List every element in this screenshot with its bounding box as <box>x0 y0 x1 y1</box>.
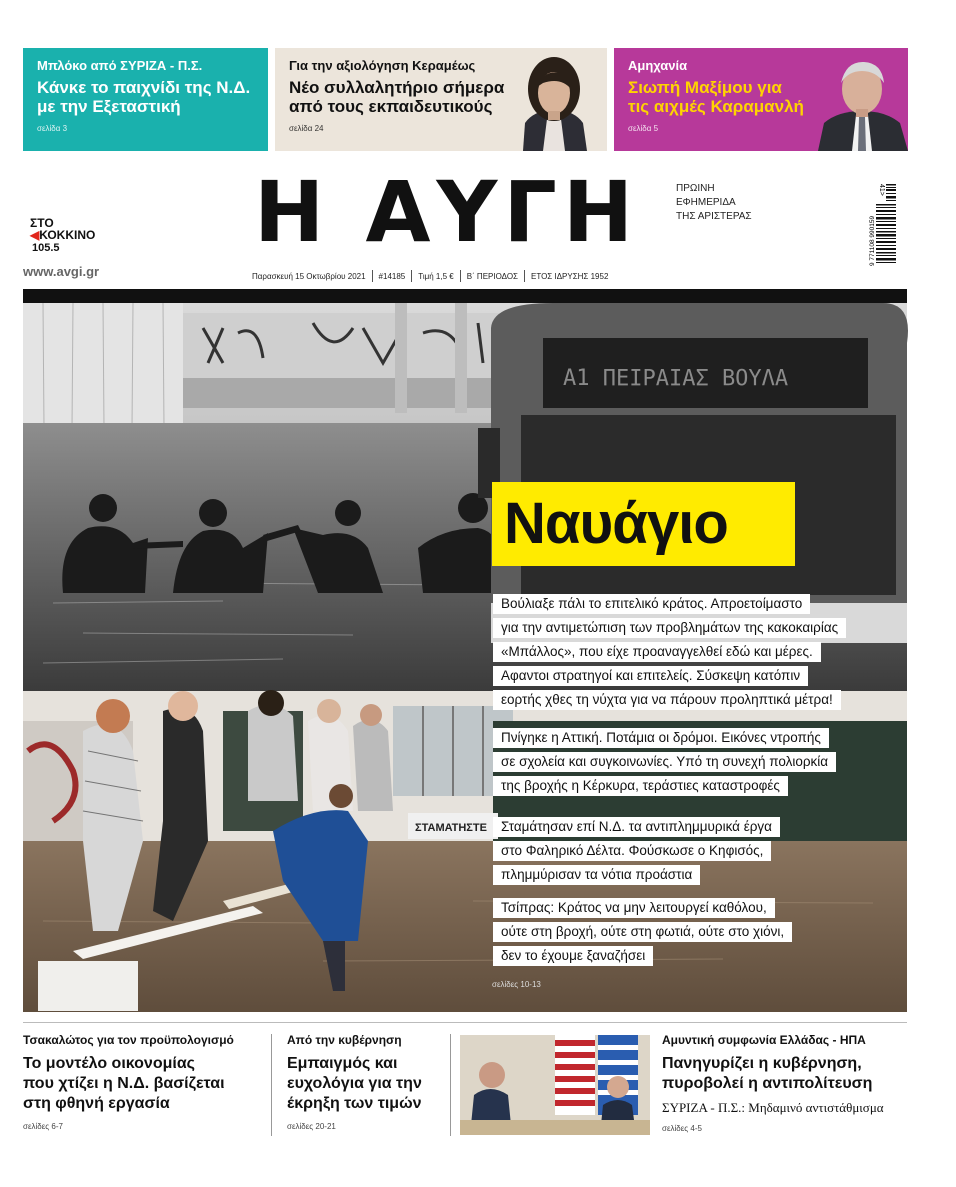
radio-name: ΚΟΚΚΙΝΟ <box>39 228 96 242</box>
teaser-headline-line: τις αιχμές Καραμανλή <box>628 97 804 116</box>
wall-text: ΣΤΑΜΑΤΗΣΤΕ <box>415 822 487 834</box>
story-defense-agreement[interactable] <box>662 1033 902 1133</box>
story-kicker: Αμυντική συμφωνία Ελλάδας - ΗΠΑ <box>662 1033 866 1047</box>
story-headline-line: ευχολόγια για την <box>287 1075 422 1092</box>
defense-agreement-photo <box>460 1035 650 1135</box>
issue-price: Τιμή 1,5 € <box>418 271 454 281</box>
lead-line: σε σχολεία και συγκοινωνίες. Υπό τη συνεχή πολιορκία <box>493 752 836 772</box>
lead-line: Αφαντοι στρατηγοί και επιτελείς. Σύσκεψη κατόπιν <box>493 666 808 686</box>
lead-paragraph-4 <box>493 898 792 970</box>
bus-destination-sign: A1 ΠΕΙΡΑΙΑΣ ΒΟΥΛΑ <box>563 366 789 391</box>
teaser-karamanlis[interactable] <box>614 48 908 151</box>
teaser-headline-line: Νέο συλλαλητήριο σήμερα <box>289 78 505 97</box>
story-pages: σελίδες 4-5 <box>662 1124 702 1133</box>
tagline-line: ΕΦΗΜΕΡΙΔΑ <box>676 197 736 208</box>
portrait-image <box>816 53 908 151</box>
issue-founded: ΕΤΟΣ ΙΔΡΥΣΗΣ 1952 <box>531 271 609 281</box>
issue-date: Παρασκευή 15 Οκτωβρίου 2021 <box>252 271 366 281</box>
story-headline-line: έκρηξη των τιμών <box>287 1095 422 1112</box>
barcode <box>869 182 898 268</box>
lead-paragraph-1 <box>493 594 846 714</box>
story-budget[interactable] <box>23 1033 263 1131</box>
lead-paragraph-3 <box>493 817 780 889</box>
lead-line: «Μπάλλος», που είχε προαναγγελθεί εδώ και μέρες. <box>493 642 821 662</box>
lead-line: Τσίπρας: Κράτος να μην λειτουργεί καθόλου, <box>493 898 775 918</box>
story-headline-line: Εμπαιγμός και <box>287 1055 398 1072</box>
story-headline-line: Το μοντέλο οικονομίας <box>23 1055 195 1072</box>
radio-logo[interactable] <box>30 217 110 255</box>
story-headline-line: που χτίζει η Ν.Δ. βασίζεται <box>23 1075 225 1092</box>
teaser-kerameos[interactable] <box>275 48 607 151</box>
teaser-headline-line: Σιωπή Μαξίμου για <box>628 78 782 97</box>
teaser-kicker: Αμηχανία <box>628 58 688 73</box>
main-story-pages: σελίδες 10-13 <box>492 980 541 989</box>
lead-line: για την αντιμετώπιση των προβλημάτων της κακοκαιρίας <box>493 618 846 638</box>
story-kicker: Από την κυβέρνηση <box>287 1033 402 1047</box>
lead-paragraph-2 <box>493 728 836 800</box>
tagline <box>676 182 752 224</box>
radio-frequency: 105.5 <box>32 242 60 254</box>
story-kicker: Τσακαλώτος για τον προϋπολογισμό <box>23 1033 234 1047</box>
story-headline-line: Πανηγυρίζει η κυβέρνηση, <box>662 1055 862 1072</box>
lead-line: ούτε στη βροχή, ούτε στη φωτιά, ούτε στο χιόνι, <box>493 922 792 942</box>
bottom-rule <box>23 1022 907 1023</box>
column-divider <box>450 1034 451 1136</box>
lead-line: πλημμύρισαν τα νότια προάστια <box>493 865 700 885</box>
story-prices[interactable] <box>287 1033 447 1131</box>
tagline-line: ΠΡΩΙΝΗ <box>676 183 715 194</box>
column-divider <box>271 1034 272 1136</box>
issue-period: Β΄ ΠΕΡΙΟΔΟΣ <box>466 271 518 281</box>
lead-line: εορτής χθες τη νύχτα για να πάρουν προληπτικά μέτρα! <box>493 690 841 710</box>
issue-number: #14185 <box>378 271 406 281</box>
lead-line: στο Φαληρικό Δέλτα. Φούσκωσε ο Κηφισός, <box>493 841 771 861</box>
radio-line: ΣΤΟ <box>30 216 54 230</box>
lead-line: Σταμάτησαν επί Ν.Δ. τα αντιπλημμυρικά έργα <box>493 817 780 837</box>
story-pages: σελίδες 6-7 <box>23 1122 63 1131</box>
lead-line: Πνίγηκε η Αττική. Ποτάμια οι δρόμοι. Εικόνες ντροπής <box>493 728 829 748</box>
header-rule <box>23 289 907 303</box>
story-headline-line: πυροβολεί η αντιπολίτευση <box>662 1075 873 1092</box>
teaser-kicker: Για την αξιολόγηση Κεραμέως <box>289 58 476 73</box>
barcode-top-text: 41> <box>878 184 885 196</box>
teaser-headline-line: με την Εξεταστική <box>37 97 181 116</box>
newspaper-logo[interactable]: Η ΑΥΓΗ <box>254 163 640 261</box>
story-subheadline: ΣΥΡΙΖΑ - Π.Σ.: Μηδαμινό αντιστάθμισμα <box>662 1100 884 1115</box>
lead-line: της βροχής η Κέρκυρα, τεράστιες καταστροφές <box>493 776 788 796</box>
radio-line: ◀ΚΟΚΚΙΝΟ <box>30 228 96 242</box>
teaser-page: σελίδα 24 <box>289 124 324 133</box>
teaser-page: σελίδα 5 <box>628 124 659 133</box>
website-link[interactable]: www.avgi.gr <box>23 264 100 279</box>
main-headline[interactable]: Ναυάγιο <box>492 482 795 566</box>
story-headline-line: στη φθηνή εργασία <box>23 1095 170 1112</box>
lead-line: Βούλιαξε πάλι το επιτελικό κράτος. Απροετοίμαστο <box>493 594 810 614</box>
tagline-line: ΤΗΣ ΑΡΙΣΤΕΡΑΣ <box>676 211 752 222</box>
barcode-number: 9 771108 990159 <box>869 215 876 266</box>
teaser-headline-line: από τους εκπαιδευτικούς <box>289 97 493 116</box>
story-pages: σελίδες 20-21 <box>287 1122 336 1131</box>
teaser-kicker: Μπλόκο από ΣΥΡΙΖΑ - Π.Σ. <box>37 58 203 73</box>
teaser-syriza[interactable] <box>23 48 268 151</box>
issue-info <box>252 268 662 284</box>
teaser-headline-line: Κάνκε το παιχνίδι της Ν.Δ. <box>37 78 251 97</box>
lead-line: δεν το έχουμε ξαναζήσει <box>493 946 653 966</box>
teaser-page: σελίδα 3 <box>37 124 68 133</box>
portrait-image <box>503 53 605 151</box>
